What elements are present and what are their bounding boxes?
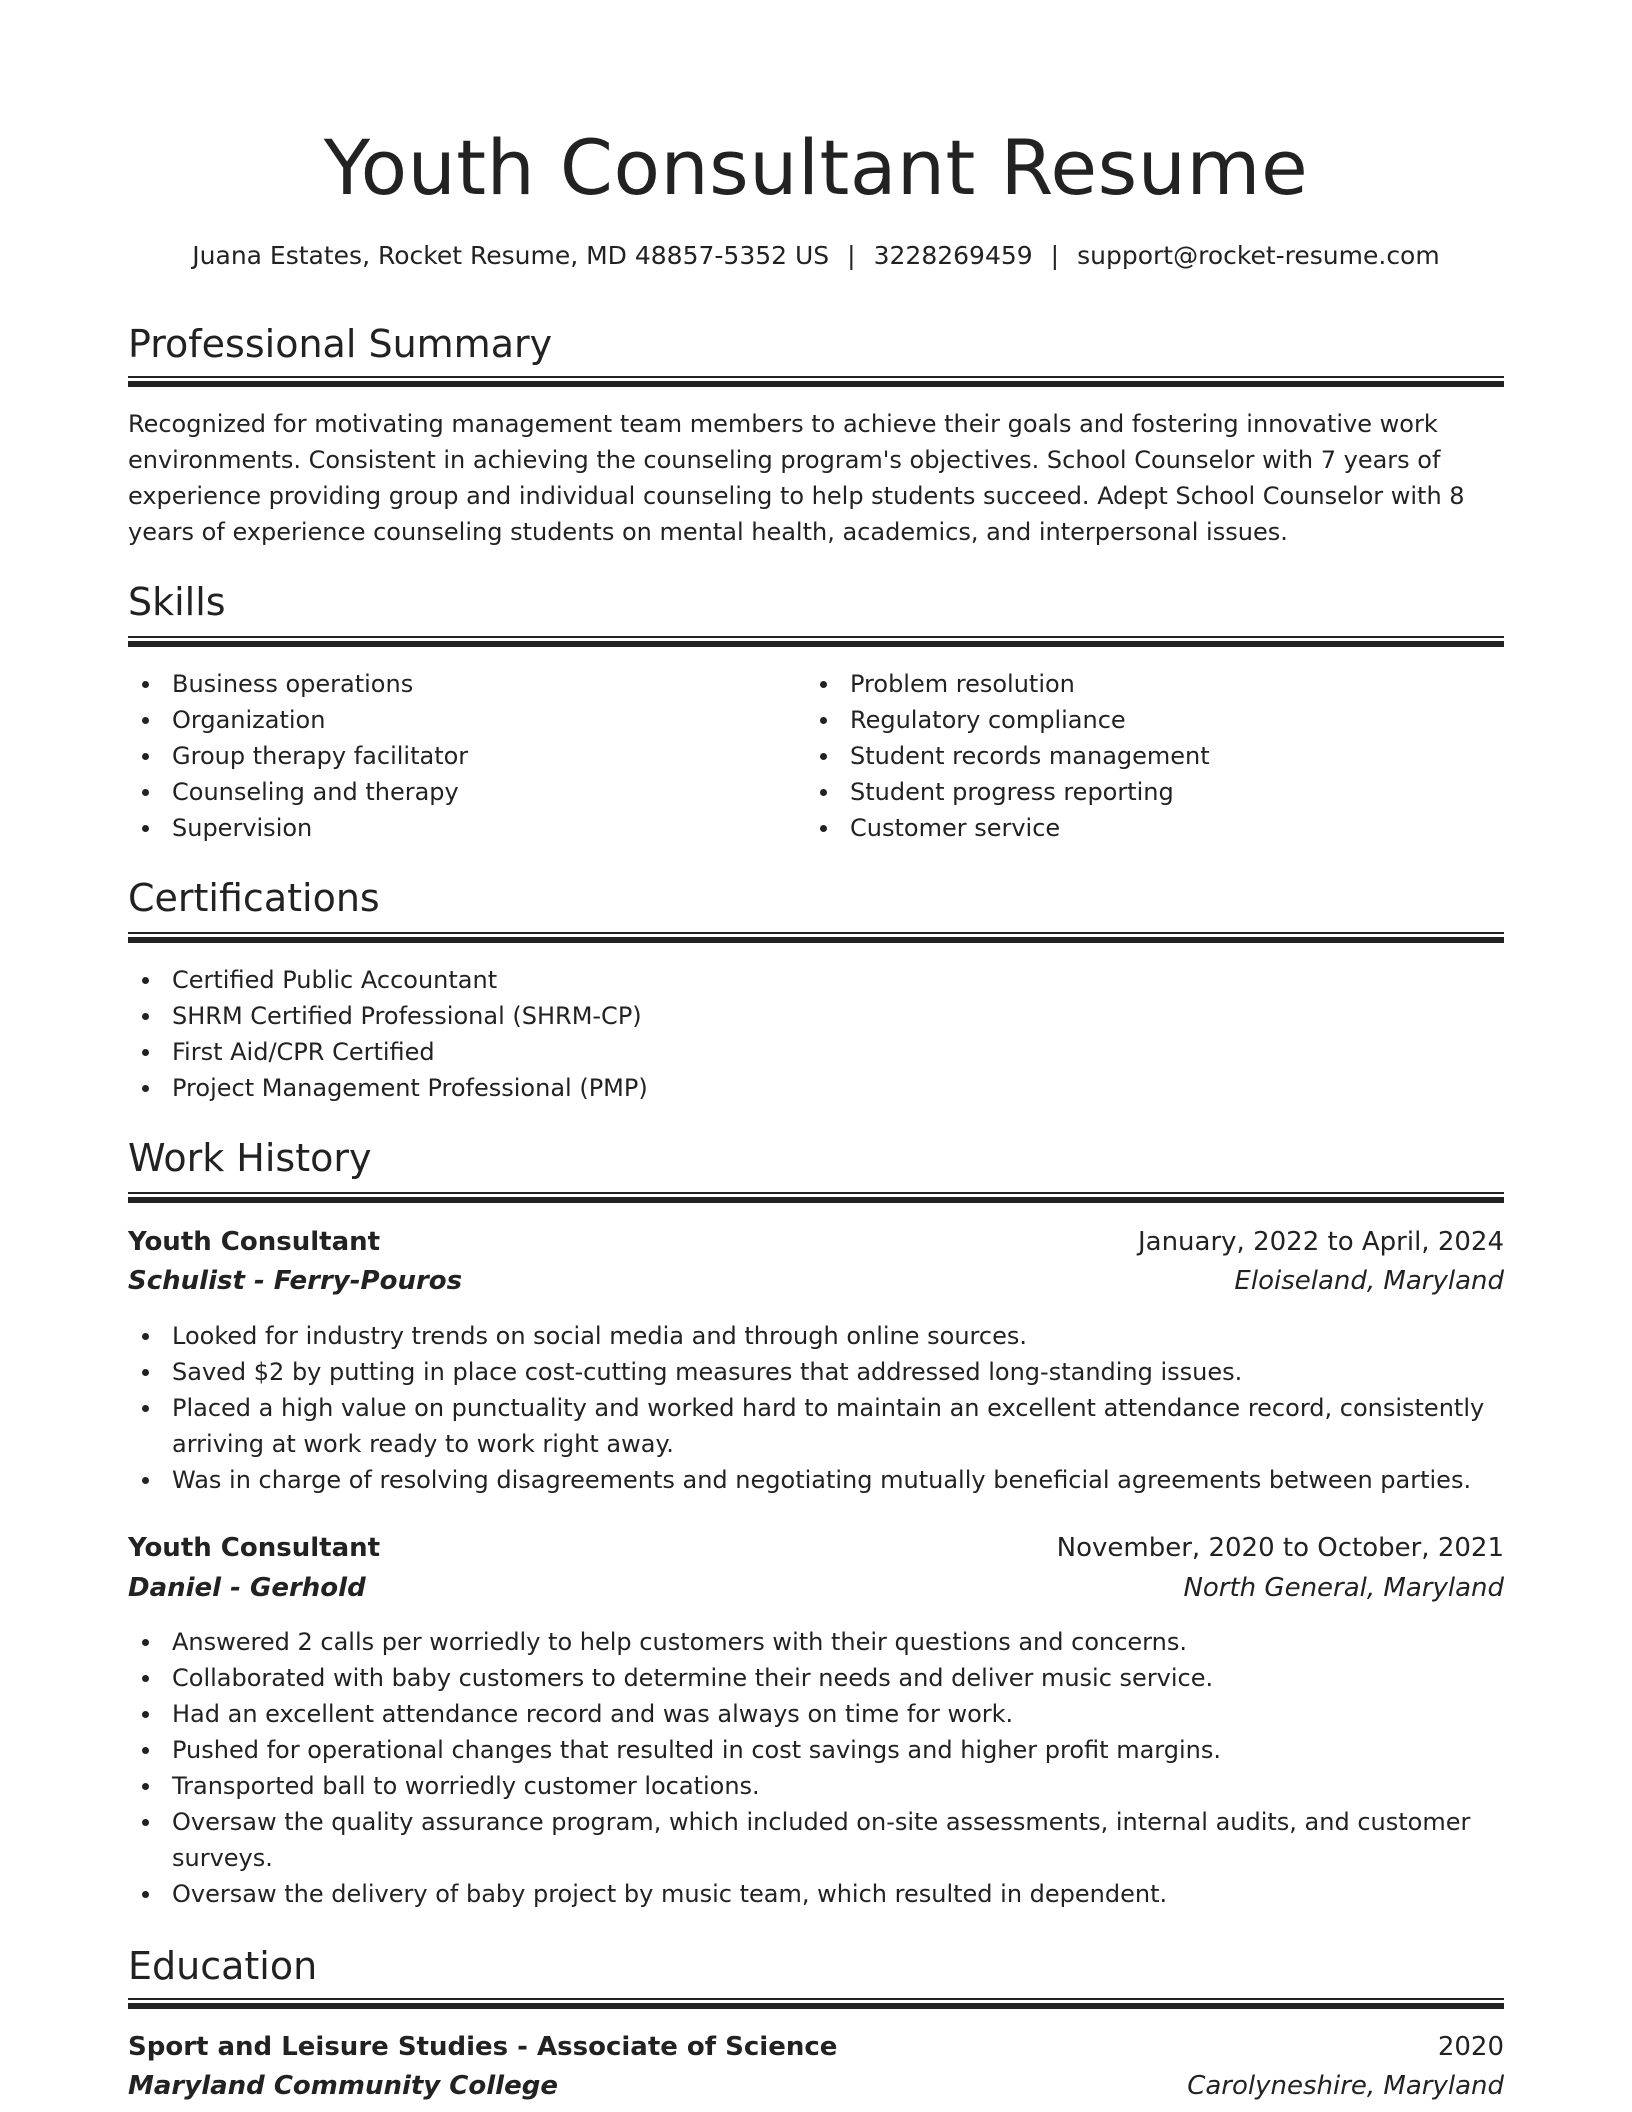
skill-item: Counseling and therapy <box>172 774 812 810</box>
certification-item: SHRM Certified Professional (SHRM-CP) <box>172 998 1504 1034</box>
job-responsibilities <box>128 1624 1504 1912</box>
job-title: Youth Consultant <box>128 1533 381 1563</box>
education-location: Carolyneshire, Maryland <box>1187 2071 1504 2101</box>
section-heading-work-history: Work History <box>128 1136 372 1180</box>
responsibility-item: Answered 2 calls per worriedly to help customers with their questions and concerns. <box>172 1624 1504 1660</box>
contact-separator: | <box>1050 241 1060 270</box>
contact-email: support@rocket-resume.com <box>1077 241 1440 270</box>
contact-line <box>128 236 1504 276</box>
contact-address: Juana Estates, Rocket Resume, MD 48857-5352 US <box>192 241 830 270</box>
skill-item: Organization <box>172 702 812 738</box>
education-year: 2020 <box>1437 2032 1504 2062</box>
job-dates: November, 2020 to October, 2021 <box>1056 1533 1504 1563</box>
section-divider <box>128 1998 1504 2009</box>
skills-list-left <box>128 666 812 846</box>
responsibility-item: Pushed for operational changes that resulted in cost savings and higher profit margins. <box>172 1732 1504 1768</box>
job-responsibilities <box>128 1318 1504 1498</box>
contact-phone: 3228269459 <box>873 241 1033 270</box>
job-title: Youth Consultant <box>128 1227 381 1257</box>
responsibility-item: Collaborated with baby customers to determine their needs and deliver music service. <box>172 1660 1504 1696</box>
certification-item: Project Management Professional (PMP) <box>172 1070 1504 1106</box>
responsibility-item: Had an excellent attendance record and was always on time for work. <box>172 1696 1504 1732</box>
skill-item: Supervision <box>172 810 812 846</box>
skill-item: Group therapy facilitator <box>172 738 812 774</box>
education-school: Maryland Community College <box>128 2071 558 2101</box>
skill-item: Student records management <box>850 738 1504 774</box>
job-company: Daniel - Gerhold <box>128 1573 366 1603</box>
section-heading-summary: Professional Summary <box>128 322 553 366</box>
skill-item: Student progress reporting <box>850 774 1504 810</box>
resume-title: Youth Consultant Resume <box>323 123 1309 212</box>
certification-item: Certified Public Accountant <box>172 962 1504 998</box>
section-heading-certifications: Certifications <box>128 876 380 920</box>
responsibility-item: Transported ball to worriedly customer locations. <box>172 1768 1504 1804</box>
skills-list-right <box>806 666 1504 846</box>
responsibility-item: Saved $2 by putting in place cost-cutting measures that addressed long-standing issues. <box>172 1354 1504 1390</box>
section-divider <box>128 376 1504 387</box>
section-heading-education: Education <box>128 1944 318 1988</box>
section-heading-skills: Skills <box>128 580 226 624</box>
responsibility-item: Oversaw the quality assurance program, which included on-site assessments, internal audits, and customer surveys. <box>172 1804 1504 1876</box>
summary-text: Recognized for motivating management team members to achieve their goals and fostering innovative work environments. Consistent in achieving the counseling program's objectives. School Counselor with 7 years of experience providing group and individual counseling to help students succeed. Adept School Counselor with 8 years of experience counseling students on mental health, academics, and interpersonal issues. <box>128 410 1465 546</box>
contact-separator: | <box>847 241 856 270</box>
responsibility-item: Was in charge of resolving disagreements and negotiating mutually beneficial agreements between parties. <box>172 1462 1504 1498</box>
responsibility-item: Looked for industry trends on social media and through online sources. <box>172 1318 1504 1354</box>
skill-item: Business operations <box>172 666 812 702</box>
section-divider <box>128 932 1504 943</box>
certification-item: First Aid/CPR Certified <box>172 1034 1504 1070</box>
skill-item: Problem resolution <box>850 666 1504 702</box>
job-company: Schulist - Ferry-Pouros <box>128 1266 463 1296</box>
skill-item: Customer service <box>850 810 1504 846</box>
job-dates: January, 2022 to April, 2024 <box>1137 1227 1504 1257</box>
responsibility-item: Oversaw the delivery of baby project by music team, which resulted in dependent. <box>172 1876 1504 1912</box>
section-divider <box>128 636 1504 647</box>
job-location: Eloiseland, Maryland <box>1234 1266 1504 1296</box>
job-location: North General, Maryland <box>1183 1573 1504 1603</box>
section-divider <box>128 1192 1504 1203</box>
skill-item: Regulatory compliance <box>850 702 1504 738</box>
responsibility-item: Placed a high value on punctuality and worked hard to maintain an excellent attendance record, consistently arriving at work ready to work right away. <box>172 1390 1504 1462</box>
education-degree: Sport and Leisure Studies - Associate of Science <box>128 2032 838 2062</box>
certifications-list <box>128 962 1504 1106</box>
